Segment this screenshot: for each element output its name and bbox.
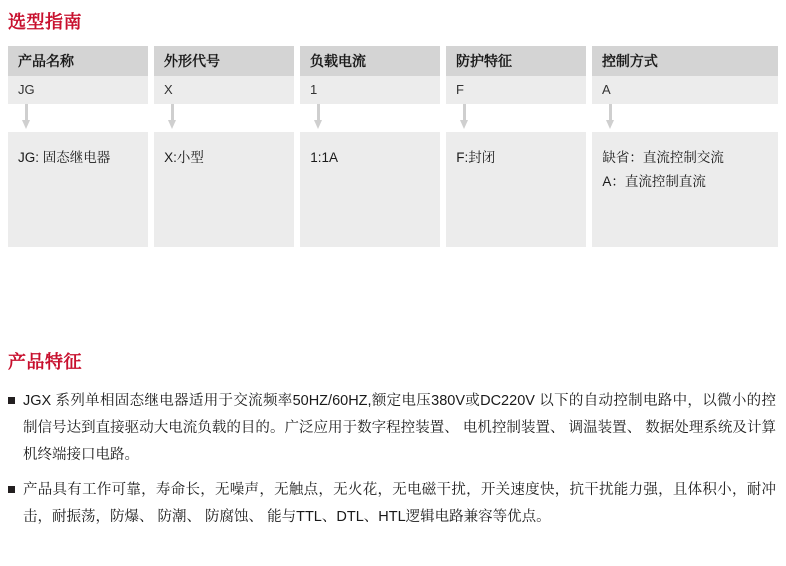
arrow-down-icon: [22, 104, 31, 130]
arrow-cell-1: [8, 104, 148, 132]
section-title-selection-guide: 选型指南: [8, 12, 82, 32]
guide-description-row: [8, 132, 778, 247]
guide-code-cell: JG: [8, 76, 148, 104]
guide-description-shape-code: [154, 132, 294, 247]
section-title-product-features: 产品特征: [8, 352, 82, 372]
guide-description-line: 缺省：直流控制交流: [602, 150, 724, 165]
guide-description-line: A：直流控制直流: [602, 174, 706, 189]
feature-text: 产品具有工作可靠，寿命长，无噪声，无触点，无火花，无电磁干扰，开关速度快，抗干扰能力强，且体积小，耐冲击，耐振荡，防爆、 防潮、 防腐蚀、 能与TTL、DTL、HTL逻辑电路兼容等优点。: [23, 482, 776, 525]
bullet-square-icon: [8, 397, 15, 404]
list-item: [8, 477, 776, 531]
guide-description-protection: [446, 132, 586, 247]
guide-description-line: X:小型: [164, 150, 204, 165]
arrow-down-icon: [314, 104, 323, 130]
guide-column-control-mode: [592, 46, 778, 104]
feature-text: JGX 系列单相固态继电器适用于交流频率50HZ/60HZ,额定电压380V或DC220V 以下的自动控制电路中，以微小的控制信号达到直接驱动大电流负载的目的。广泛应用于数字程控装置、 电机控制装置、 调温装置、 数据处理系统及计算机终端接口电路。: [23, 393, 776, 463]
list-item: [8, 388, 776, 469]
guide-header-cell: 外形代号: [154, 46, 294, 76]
arrow-down-icon: [168, 104, 177, 130]
guide-code-cell: X: [154, 76, 294, 104]
arrow-cell-2: [154, 104, 294, 132]
guide-description-product-name: [8, 132, 148, 247]
selection-guide-table: [8, 46, 778, 247]
bullet-square-icon: [8, 486, 15, 493]
guide-column-product-name: [8, 46, 148, 104]
arrow-cell-5: [592, 104, 778, 132]
guide-column-protection: [446, 46, 586, 104]
arrow-cell-4: [446, 104, 586, 132]
guide-arrow-row: [8, 104, 778, 132]
guide-column-load-current: [300, 46, 440, 104]
guide-header-cell: 负载电流: [300, 46, 440, 76]
product-features-list: [8, 388, 776, 539]
guide-header-cell: 控制方式: [592, 46, 778, 76]
guide-description-line: JG: 固态继电器: [18, 150, 111, 165]
guide-header-cell: 防护特征: [446, 46, 586, 76]
guide-description-control-mode: [592, 132, 778, 247]
guide-code-cell: 1: [300, 76, 440, 104]
arrow-cell-3: [300, 104, 440, 132]
guide-header-cell: 产品名称: [8, 46, 148, 76]
guide-description-line: F:封闭: [456, 150, 496, 165]
guide-code-cell: F: [446, 76, 586, 104]
guide-description-line: 1:1A: [310, 150, 338, 165]
arrow-down-icon: [460, 104, 469, 130]
guide-header-row: [8, 46, 778, 104]
guide-column-shape-code: [154, 46, 294, 104]
guide-description-load-current: [300, 132, 440, 247]
arrow-down-icon: [606, 104, 615, 130]
guide-code-cell: A: [592, 76, 778, 104]
